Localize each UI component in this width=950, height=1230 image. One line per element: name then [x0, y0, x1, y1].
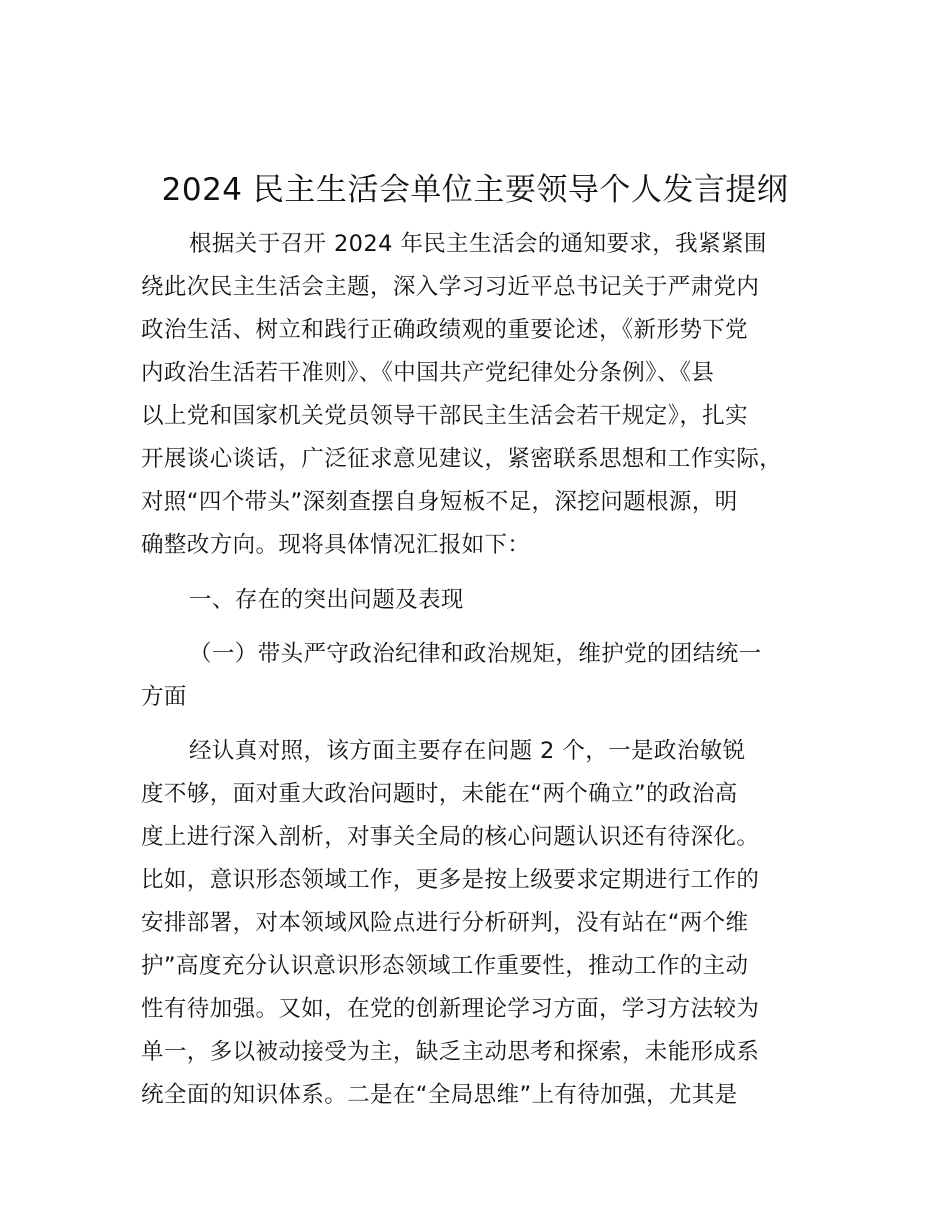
intro-line: 确整改方向。现将具体情况汇报如下：: [141, 532, 531, 558]
body-line: 护”高度充分认识意识形态领域工作重要性，推动工作的主动: [141, 953, 749, 979]
document-title: 2024 民主生活会单位主要领导个人发言提纲: [161, 172, 789, 208]
subsection-heading: 方面: [141, 684, 187, 710]
body-line: 安排部署，对本领域风险点进行分析研判，没有站在“两个维: [141, 910, 749, 936]
intro-line: 以上党和国家机关党员领导干部民主生活会若干规定》，扎实: [141, 403, 749, 429]
intro-line: 绕此次民主生活会主题，深入学习习近平总书记关于严肃党内: [141, 274, 760, 300]
body-line: 度上进行深入剖析，对事关全局的核心问题认识还有待深化。: [141, 824, 760, 850]
body-line: 经认真对照，该方面主要存在问题 2 个，一是政治敏锐: [189, 738, 746, 764]
intro-line: 根据关于召开 2024 年民主生活会的通知要求，我紧紧围: [189, 231, 767, 257]
body-line: 统全面的知识体系。二是在“全局思维”上有待加强，尤其是: [141, 1082, 738, 1108]
body-line: 性有待加强。又如，在党的创新理论学习方面，学习方法较为: [141, 996, 760, 1022]
intro-line: 对照“四个带头”深刻查摆自身短板不足，深挖问题根源，明: [141, 489, 738, 515]
body-line: 单一，多以被动接受为主，缺乏主动思考和探索，未能形成系: [141, 1039, 760, 1065]
body-line: 度不够，面对重大政治问题时，未能在“两个确立”的政治高: [141, 781, 738, 807]
intro-line: 开展谈心谈话，广泛征求意见建议，紧密联系思想和工作实际，: [141, 446, 783, 472]
subsection-heading: （一）带头严守政治纪律和政治规矩，维护党的团结统一: [189, 641, 762, 667]
intro-line: 内政治生活若干准则》、《中国共产党纪律处分条例》、《县: [141, 360, 715, 386]
body-line: 比如，意识形态领域工作，更多是按上级要求定期进行工作的: [141, 867, 760, 893]
intro-line: 政治生活、树立和践行正确政绩观的重要论述，《新形势下党: [141, 317, 749, 343]
section-heading: 一、存在的突出问题及表现: [189, 587, 464, 613]
